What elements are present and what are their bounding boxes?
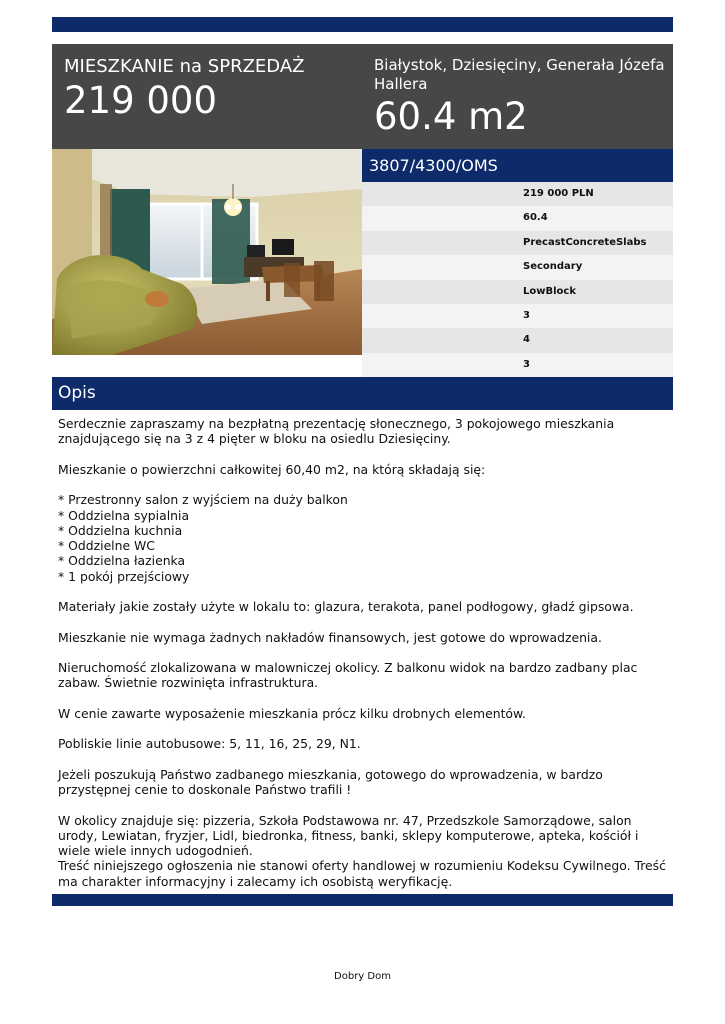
description-heading: Opis xyxy=(58,383,96,403)
description-line: Mieszkanie o powierzchni całkowitej 60,40 m2, na którą składają się: xyxy=(58,461,486,477)
listing-header xyxy=(52,44,673,149)
description-heading-bar xyxy=(52,377,673,410)
description-text xyxy=(58,416,668,889)
detail-row-floor xyxy=(362,353,673,377)
detail-value: 219 000 PLN xyxy=(523,188,594,199)
description-line: Nieruchomość zlokalizowana w malowniczej okolicy. Z balkonu widok na bardzo zadbany plac zabaw. Świetnie rozwinięta infrastruktura. xyxy=(58,660,638,691)
details-table xyxy=(362,182,673,377)
footer-agency: Dobry Dom xyxy=(334,971,391,982)
description-line: Materiały jakie zostały użyte w lokalu to: glazura, terakota, panel podłogowy, gładź gipsowa. xyxy=(58,599,634,614)
description-line: Treść niniejszego ogłoszenia nie stanowi oferty handlowej w rozumieniu Kodeksu Cywilnego. Treść ma charakter informacyjny i zalecamy ich osobistą weryfikację. xyxy=(58,858,666,889)
detail-value: PrecastConcreteSlabs xyxy=(523,236,647,248)
listing-reference: 3807/4300/OMS xyxy=(369,156,498,175)
description-line: * Oddzielna sypialnia xyxy=(58,507,190,523)
description-line: Pobliskie linie autobusowe: 5, 11, 16, 25, 29, N1. xyxy=(58,736,361,752)
detail-value: Secondary xyxy=(523,261,583,273)
header-right xyxy=(374,56,666,138)
paragraph-gap xyxy=(58,584,668,599)
bottom-divider-bar xyxy=(52,894,673,906)
description-line: * Przestronny salon z wyjściem na duży balkon xyxy=(58,492,348,508)
paragraph-gap xyxy=(58,645,668,660)
description-line: Mieszkanie nie wymaga żadnych nakładów finansowych, jest gotowe do wprowadzenia. xyxy=(58,629,602,645)
detail-row-rooms xyxy=(362,304,673,328)
paragraph-gap xyxy=(58,691,668,706)
detail-value: LowBlock xyxy=(523,285,576,297)
description-line: Jeżeli poszukują Państwo zadbanego mieszkania, gotowego do wprowadzenia, w bardzo przystępnej cenie to doskonale Państwo trafili ! xyxy=(58,766,603,797)
detail-row-market xyxy=(362,255,673,279)
detail-value: 60.4 xyxy=(523,212,548,224)
apartment-photo xyxy=(52,149,362,355)
listing-type: MIESZKANIE na SPRZEDAŻ xyxy=(64,56,305,77)
detail-row-building-type xyxy=(362,280,673,304)
description-line: * Oddzielna kuchnia xyxy=(58,522,183,538)
paragraph-gap xyxy=(58,477,668,492)
paragraph-gap xyxy=(58,447,668,462)
detail-row-floors xyxy=(362,328,673,352)
listing-location: Białystok, Dziesięciny, Generała Józefa Hallera xyxy=(374,56,665,93)
paragraph-gap xyxy=(58,614,668,629)
description-line: W cenie zawarte wyposażenie mieszkania prócz kilku drobnych elementów. xyxy=(58,705,526,721)
listing-area: 60.4 m2 xyxy=(374,95,528,138)
listing-price: 219 000 xyxy=(64,79,218,122)
reference-bar xyxy=(362,149,673,182)
description-line: * Oddzielne WC xyxy=(58,538,155,553)
detail-value: 4 xyxy=(523,334,530,346)
detail-value: 3 xyxy=(523,358,530,370)
paragraph-gap xyxy=(58,797,668,812)
detail-row-area xyxy=(362,206,673,230)
detail-row-construction xyxy=(362,231,673,255)
description-line: * 1 pokój przejściowy xyxy=(58,568,190,584)
paragraph-gap xyxy=(58,752,668,767)
header-left xyxy=(64,56,354,122)
detail-value: 3 xyxy=(523,309,530,321)
paragraph-gap xyxy=(58,721,668,736)
top-divider-bar xyxy=(52,17,673,32)
description-line: W okolicy znajduje się: pizzeria, Szkoła Podstawowa nr. 47, Przedszkole Samorządowe, salon urody, Lewiatan, fryzjer, Lidl, biedronka, fitness, banki, sklepy komputerowe, apteka, kościół i wiele wiele innych udogodnień. xyxy=(58,812,639,858)
description-line: * Oddzielna łazienka xyxy=(58,553,186,569)
detail-row-price xyxy=(362,182,673,206)
description-line: Serdecznie zapraszamy na bezpłatną prezentację słonecznego, 3 pokojowego mieszkania znajdującego się na 3 z 4 pięter w bloku na osiedlu Dziesięciny. xyxy=(58,416,615,447)
